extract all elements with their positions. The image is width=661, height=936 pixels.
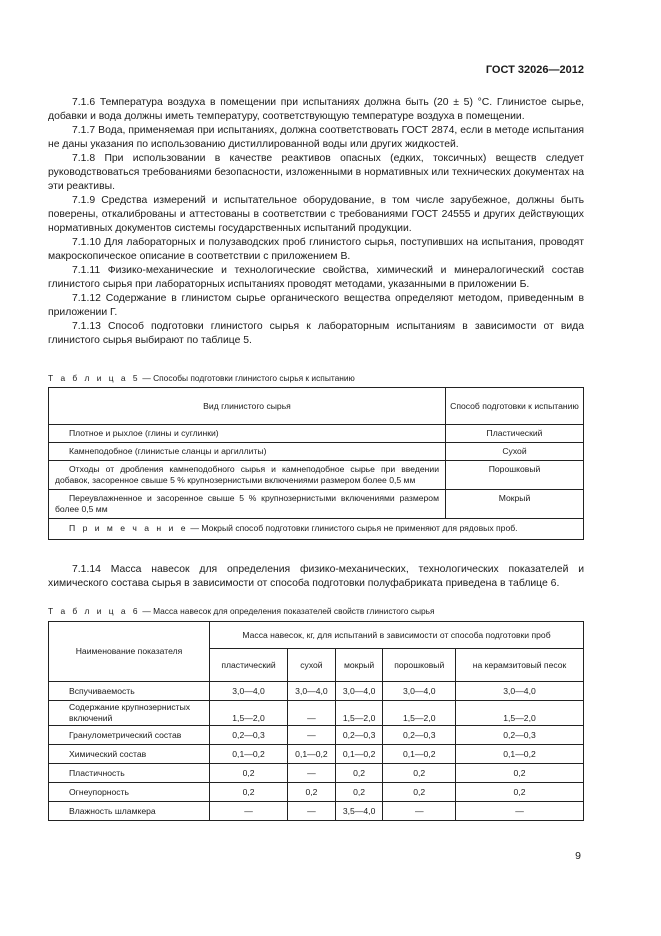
paragraph: 7.1.7 Вода, применяемая при испытаниях, должна соответствовать ГОСТ 2874, если в методе испытания не даны указания по использованию дистиллированной воды или других жидкостей. <box>48 125 584 150</box>
table-row <box>49 425 584 443</box>
table-cell: Химический состав <box>49 745 210 764</box>
table-cell: — <box>288 802 336 821</box>
table-cell: Плотное и рыхлое (глины и суглинки) <box>49 425 446 443</box>
table-cell: 0,2—0,3 <box>456 726 584 745</box>
table6 <box>48 621 584 821</box>
table-row <box>49 745 584 764</box>
table-cell: 0,2 <box>335 783 383 802</box>
table-cell: — <box>288 764 336 783</box>
table-cell: 0,1—0,2 <box>210 745 288 764</box>
table-cell: 3,0—4,0 <box>383 682 456 701</box>
table-cell: Вспучиваемость <box>49 682 210 701</box>
paragraph: 7.1.8 При использовании в качестве реактивов опасных (едких, токсичных) веществ следует руководствоваться требованиями безопасности, изложенными в нормативных или технических документах на эти реактивы. <box>48 153 585 192</box>
table-cell: — <box>288 701 336 726</box>
table-cell: 0,1—0,2 <box>456 745 584 764</box>
table-cell: 3,0—4,0 <box>288 682 336 701</box>
table5 <box>48 387 584 540</box>
table-cell: — <box>288 726 336 745</box>
table-cell: 1,5—2,0 <box>456 701 584 726</box>
table-cell: Огнеупорность <box>49 783 210 802</box>
table-row <box>49 783 584 802</box>
table-cell: 1,5—2,0 <box>383 701 456 726</box>
table-cell: 3,0—4,0 <box>335 682 383 701</box>
table-row <box>49 726 584 745</box>
table-cell: 0,2 <box>210 764 288 783</box>
table-header-cell: Способ подготовки к испытанию <box>446 388 584 425</box>
paragraph: 7.1.14 Масса навесок для определения физико-механических, технологических показателей и химического состава сырья в зависимости от способа подготовки полуфабриката приведена в таблице 6. <box>48 564 584 589</box>
table-cell: 0,2 <box>335 764 383 783</box>
table-cell: Содержание крупнозернистых включений <box>49 701 210 726</box>
paragraph: 7.1.9 Средства измерений и испытательное оборудование, в том числе зарубежное, должны быть поверены, откалиброваны и аттестованы в соответствии с требованиями ГОСТ 24555 и других действующих нормативных документов системы государственных испытаний продукции. <box>48 195 584 234</box>
table-cell: 0,1—0,2 <box>383 745 456 764</box>
paragraph: 7.1.13 Способ подготовки глинистого сырья к лабораторным испытаниям в зависимости от вида глинистого сырья выбирают по таблице 5. <box>48 321 584 346</box>
table-cell: — <box>210 802 288 821</box>
table-cell: 0,2 <box>383 764 456 783</box>
table-header-cell: порошковый <box>383 649 456 682</box>
table-row <box>49 682 584 701</box>
table-cell: 0,2 <box>456 783 584 802</box>
table-cell: Пластичность <box>49 764 210 783</box>
table-cell: Сухой <box>446 443 584 461</box>
table-note-row <box>49 519 584 540</box>
table-header-cell: мокрый <box>335 649 383 682</box>
table-cell: Мокрый <box>446 490 584 519</box>
table-cell: 0,2—0,3 <box>210 726 288 745</box>
table-cell: 0,2 <box>288 783 336 802</box>
table-note: П р и м е ч а н и е — Мокрый способ подготовки глинистого сырья не применяют для рядовых проб. <box>49 519 584 540</box>
table-cell: — <box>456 802 584 821</box>
table-row <box>49 490 584 519</box>
table-cell: Отходы от дробления камнеподобного сырья и камнеподобное сырье при введении добавок, засоренное свыше 5 % крупнозернистыми включениями размером более 0,5 мм <box>49 461 446 490</box>
table-cell: 0,1—0,2 <box>288 745 336 764</box>
paragraphs-block <box>48 96 584 348</box>
table-header-cell: пластический <box>210 649 288 682</box>
table-cell: Гранулометрический состав <box>49 726 210 745</box>
table-header-group: Масса навесок, кг, для испытаний в зависимости от способа подготовки проб <box>210 622 584 649</box>
table-cell: Переувлажненное и засоренное свыше 5 % крупнозернистыми включениями размером более 0,5 мм <box>49 490 446 519</box>
table-cell: Пластический <box>446 425 584 443</box>
table5-caption: Т а б л и ц а 5 — Способы подготовки глинистого сырья к испытанию <box>48 373 355 383</box>
table-cell: 0,2 <box>210 783 288 802</box>
table-row <box>49 701 584 726</box>
table-cell: 3,0—4,0 <box>210 682 288 701</box>
table-cell: 0,2—0,3 <box>335 726 383 745</box>
page-number: 9 <box>575 850 581 862</box>
table-cell: 0,1—0,2 <box>335 745 383 764</box>
table-row <box>49 461 584 490</box>
paragraph: 7.1.10 Для лабораторных и полузаводских проб глинистого сырья, поступивших на испытания, проводят макроскопическое описание в соответствии с приложением В. <box>48 237 584 262</box>
paragraph: 7.1.11 Физико-механические и технологические свойства, химический и минералогический состав глинистого сырья при лабораторных испытаниях проводят методами, указанными в приложении Б. <box>48 265 584 290</box>
table-header-row <box>49 388 584 425</box>
table6-caption: Т а б л и ц а 6 — Масса навесок для определения показателей свойств глинистого сырья <box>48 606 435 616</box>
paragraph: 7.1.12 Содержание в глинистом сырье органического вещества определяют методом, приведенным в приложении Г. <box>48 293 585 318</box>
table-header-cell: Наименование показателя <box>49 622 210 682</box>
table-header-cell: на керамзитовый песок <box>456 649 584 682</box>
table-cell: 1,5—2,0 <box>210 701 288 726</box>
table-cell: — <box>383 802 456 821</box>
table-header-cell: сухой <box>288 649 336 682</box>
paragraph: 7.1.6 Температура воздуха в помещении при испытаниях должна быть (20 ± 5) °С. Глинистое сырье, добавки и вода должны иметь температуру, соответствующую температуре воздуха в помещении. <box>48 97 585 122</box>
table-cell: 0,2—0,3 <box>383 726 456 745</box>
table-cell: 0,2 <box>456 764 584 783</box>
table-row <box>49 443 584 461</box>
table-cell: Порошковый <box>446 461 584 490</box>
table-header-cell: Вид глинистого сырья <box>49 388 446 425</box>
table-row <box>49 802 584 821</box>
table-header-row <box>49 622 584 649</box>
table-cell: 1,5—2,0 <box>335 701 383 726</box>
table-cell: 3,0—4,0 <box>456 682 584 701</box>
table-cell: 3,5—4,0 <box>335 802 383 821</box>
table-cell: Камнеподобное (глинистые сланцы и аргиллиты) <box>49 443 446 461</box>
table-row <box>49 764 584 783</box>
table-cell: Влажность шламкера <box>49 802 210 821</box>
document-header: ГОСТ 32026—2012 <box>485 64 584 76</box>
table-cell: 0,2 <box>383 783 456 802</box>
